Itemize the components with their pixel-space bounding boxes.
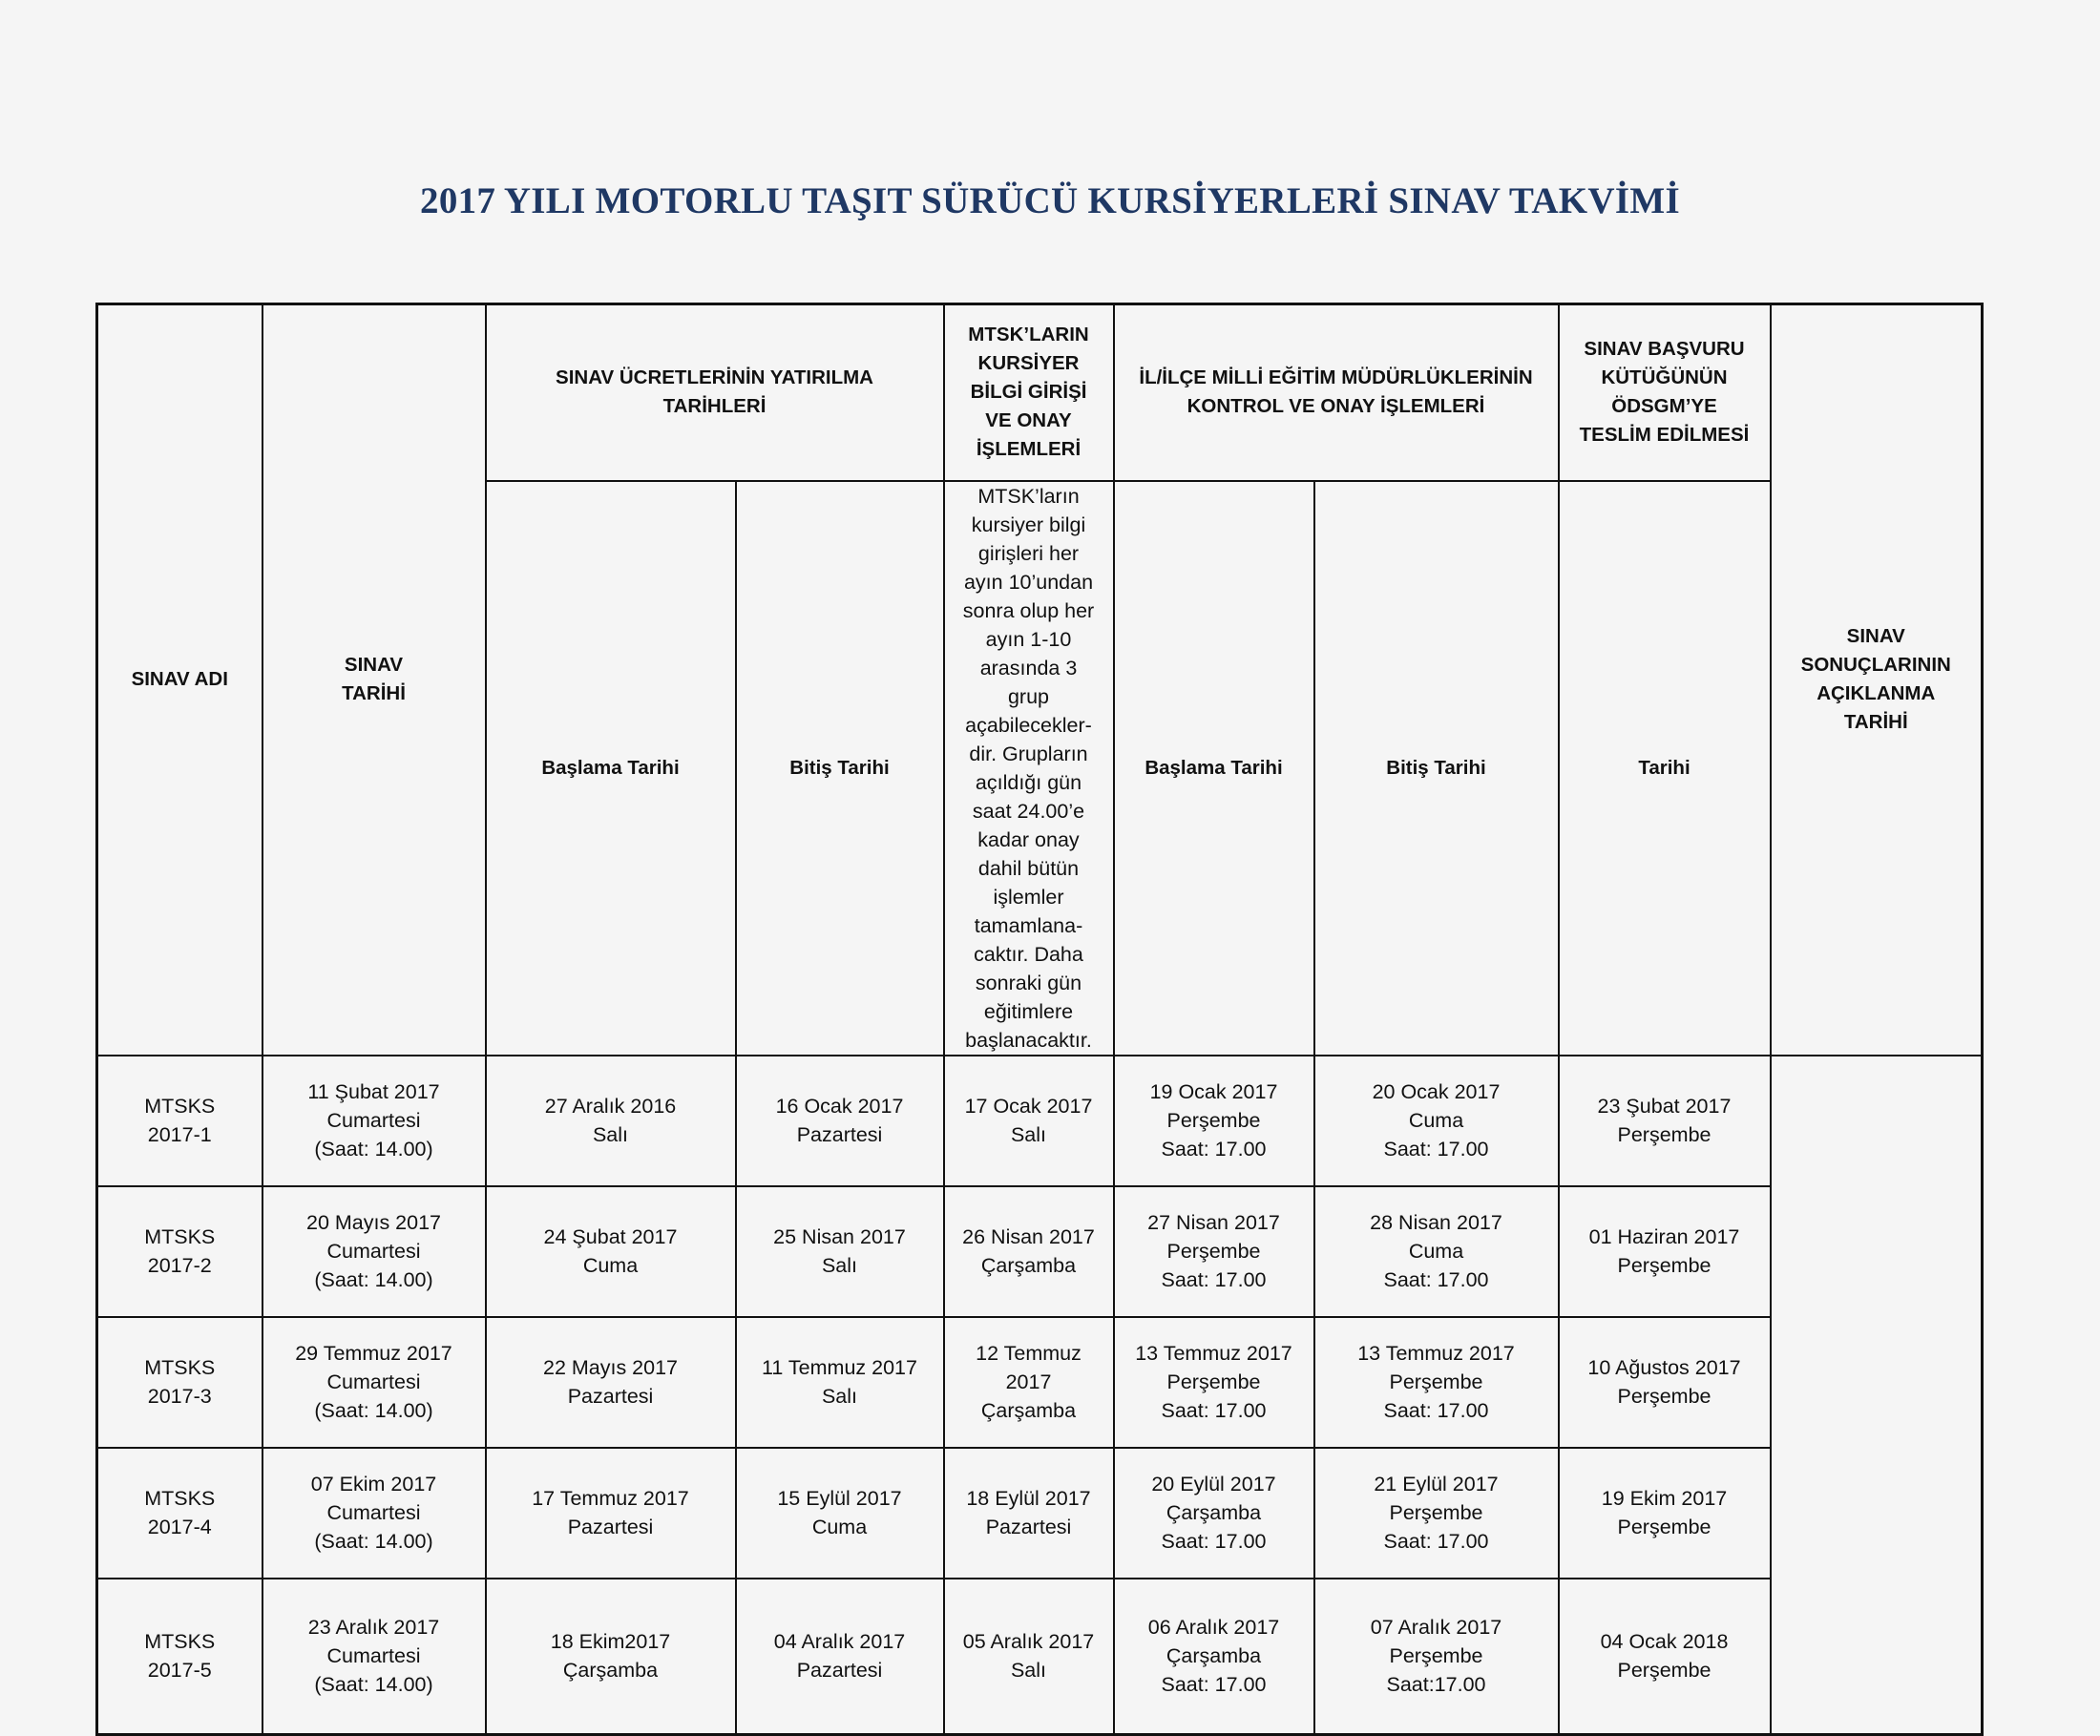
- cell-line: Perşembe: [1166, 1370, 1261, 1393]
- header-text-line: KÜTÜĞÜNÜN: [1601, 366, 1728, 389]
- note-line: dir. Grupların: [969, 742, 1088, 765]
- header-text-line: TARİHLERİ: [662, 395, 766, 418]
- note-line: saat 24.00’e: [972, 799, 1085, 823]
- fee-end-cell: [736, 1056, 944, 1186]
- cell-line: 19 Ekim 2017: [1601, 1487, 1728, 1510]
- cell-line: 22 Mayıs 2017: [542, 1356, 679, 1379]
- exam-name-cell: [97, 1317, 262, 1448]
- cell-line: 11 Şubat 2017: [307, 1080, 440, 1103]
- il-end-cell: [1114, 1186, 1314, 1317]
- cell-line: 01 Haziran 2017: [1588, 1225, 1740, 1248]
- cell-line: Saat: 17.00: [1161, 1268, 1267, 1291]
- cell-line: 2017-1: [147, 1123, 212, 1146]
- deliver-date-cell: [1314, 1579, 1559, 1735]
- cell-line: 2017-5: [147, 1659, 212, 1683]
- cell-line: 20 Eylül 2017: [1151, 1473, 1276, 1495]
- header-text-line: İL/İLÇE MİLLİ EĞİTİM MÜDÜRLÜKLERİNİN: [1139, 366, 1533, 389]
- il-start-cell: [944, 1056, 1114, 1186]
- header-il-ilce: [1114, 304, 1559, 481]
- header-text-line: TARİHİ: [1843, 711, 1908, 734]
- cell-line: Çarşamba: [1166, 1501, 1262, 1524]
- note-line: kadar onay: [977, 827, 1080, 851]
- il-end-cell: [1114, 1448, 1314, 1579]
- cell-line: Cumartesi: [326, 1240, 421, 1263]
- cell-line: MTSKS: [144, 1487, 216, 1510]
- note-line: sonraki gün: [975, 971, 1082, 994]
- cell-line: 17 Ocak 2017: [964, 1095, 1093, 1118]
- table-row: [97, 1448, 1983, 1579]
- cell-line: Cumartesi: [326, 1644, 421, 1668]
- cell-line: 07 Aralık 2017: [1370, 1616, 1502, 1640]
- cell-line: 21 Eylül 2017: [1374, 1473, 1499, 1495]
- note-line: girişleri her: [977, 541, 1080, 565]
- cell-line: 23 Aralık 2017: [307, 1616, 440, 1640]
- note-line: eğitimlere: [983, 999, 1074, 1023]
- cell-line: Perşembe: [1617, 1659, 1712, 1683]
- header-text-line: SINAV: [1846, 625, 1905, 648]
- table-row: [97, 1579, 1983, 1735]
- cell-line: Çarşamba: [1166, 1644, 1262, 1668]
- cell-line: Cumartesi: [326, 1109, 421, 1132]
- cell-line: (Saat: 14.00): [314, 1268, 433, 1291]
- cell-line: Cuma: [1408, 1240, 1464, 1263]
- result-date-cell: [1559, 1056, 1771, 1186]
- deliver-date-cell: [1314, 1186, 1559, 1317]
- cell-line: MTSKS: [144, 1225, 216, 1248]
- note-line: açabilecekler-: [965, 713, 1092, 737]
- cell-line: 06 Aralık 2017: [1147, 1616, 1280, 1640]
- cell-line: 18 Eylül 2017: [966, 1487, 1091, 1510]
- cell-line: Pazartesi: [985, 1516, 1072, 1538]
- cell-line: Perşembe: [1617, 1385, 1712, 1408]
- header-sinav-adi-text: SINAV ADI: [131, 668, 228, 691]
- note-line: açıldığı gün: [975, 770, 1082, 794]
- cell-line: Saat: 17.00: [1383, 1138, 1489, 1161]
- fee-start-cell: [486, 1186, 736, 1317]
- cell-line: 18 Ekim2017: [550, 1630, 671, 1654]
- fee-end-cell: [736, 1317, 944, 1448]
- header-text-line: MTSK’LARIN: [968, 324, 1089, 346]
- header-text-line: SINAV BAŞVURU: [1584, 338, 1745, 361]
- mtsk-note-cell: [944, 481, 1114, 1056]
- cell-line: 17 Temmuz 2017: [532, 1487, 689, 1510]
- cell-line: 25 Nisan 2017: [773, 1225, 906, 1248]
- header-text-line: KURSİYER: [977, 352, 1080, 375]
- deliver-date-cell: [1314, 1317, 1559, 1448]
- header-text-line: BİLGİ GİRİŞİ: [970, 381, 1087, 404]
- cell-line: 05 Aralık 2017: [962, 1630, 1095, 1654]
- result-date-cell: [1559, 1317, 1771, 1448]
- cell-line: Cuma: [582, 1254, 639, 1277]
- subheader-il-end: Bitiş Tarihi: [1314, 481, 1559, 1056]
- cell-line: Cumartesi: [326, 1370, 421, 1393]
- cell-line: Cuma: [1408, 1109, 1464, 1132]
- cell-line: MTSKS: [144, 1630, 216, 1654]
- cell-line: Cumartesi: [326, 1501, 421, 1524]
- cell-line: MTSKS: [144, 1356, 216, 1379]
- exam-name-cell: [97, 1186, 262, 1317]
- header-text-line: KONTROL VE ONAY İŞLEMLERİ: [1186, 395, 1485, 418]
- result-date-cell: [1559, 1186, 1771, 1317]
- cell-line: Salı: [1010, 1659, 1047, 1683]
- cell-line: Perşembe: [1166, 1240, 1261, 1263]
- subheader-il-start: Başlama Tarihi: [1114, 481, 1314, 1056]
- il-start-cell: [944, 1317, 1114, 1448]
- cell-line: Salı: [821, 1254, 858, 1277]
- subheader-deliver-date: Tarihi: [1559, 481, 1771, 1056]
- exam-date-cell: [262, 1579, 486, 1735]
- cell-line: MTSKS: [144, 1095, 216, 1118]
- cell-line: 2017-3: [147, 1385, 212, 1408]
- cell-line: 29 Temmuz 2017: [295, 1342, 452, 1365]
- note-line: tamamlana-: [974, 913, 1083, 937]
- cell-line: Cuma: [811, 1516, 868, 1538]
- cell-line: 04 Ocak 2018: [1600, 1630, 1729, 1654]
- cell-line: 13 Temmuz 2017: [1357, 1342, 1515, 1365]
- table-row: [97, 1317, 1983, 1448]
- header-ucret: [486, 304, 944, 481]
- cell-line: 24 Şubat 2017: [543, 1225, 678, 1248]
- note-line: grup: [1007, 684, 1050, 708]
- cell-line: Çarşamba: [980, 1254, 1077, 1277]
- cell-line: 15 Eylül 2017: [777, 1487, 902, 1510]
- cell-line: 27 Aralık 2016: [544, 1095, 677, 1118]
- il-start-cell: [944, 1186, 1114, 1317]
- note-line: MTSK’ların: [977, 484, 1080, 508]
- header-text-line: TESLİM EDİLMESİ: [1579, 424, 1750, 447]
- cell-line: Saat: 17.00: [1161, 1530, 1267, 1553]
- header-sinav-adi: [97, 304, 262, 1056]
- header-text-line: SINAV: [344, 654, 404, 677]
- il-start-cell: [944, 1448, 1114, 1579]
- result-date-cell: [1559, 1579, 1771, 1735]
- table-row: [97, 1186, 1983, 1317]
- cell-line: 23 Şubat 2017: [1597, 1095, 1732, 1118]
- cell-line: Çarşamba: [562, 1659, 659, 1683]
- result-date-cell: [1559, 1448, 1771, 1579]
- cell-line: 04 Aralık 2017: [773, 1630, 906, 1654]
- fee-end-cell: [736, 1186, 944, 1317]
- header-text-line: VE ONAY: [985, 409, 1072, 432]
- exam-date-cell: [262, 1448, 486, 1579]
- header-text-line: SINAV ÜCRETLERİNİN YATIRILMA: [556, 366, 873, 389]
- cell-line: Perşembe: [1617, 1254, 1712, 1277]
- note-line: kursiyer bilgi: [971, 512, 1086, 536]
- deliver-date-cell: [1314, 1056, 1559, 1186]
- cell-line: Salı: [821, 1385, 858, 1408]
- note-line: caktır. Daha: [974, 942, 1083, 966]
- cell-line: Perşembe: [1389, 1644, 1483, 1668]
- cell-line: 10 Ağustos 2017: [1587, 1356, 1741, 1379]
- header-text-line: TARİHİ: [342, 682, 406, 705]
- table-row: [97, 1056, 1983, 1186]
- cell-line: 28 Nisan 2017: [1370, 1211, 1502, 1234]
- il-end-cell: [1114, 1056, 1314, 1186]
- cell-line: Saat: 17.00: [1161, 1673, 1267, 1697]
- exam-name-cell: [97, 1448, 262, 1579]
- subheader-fee-start: Başlama Tarihi: [486, 481, 736, 1056]
- cell-line: Saat: 17.00: [1383, 1530, 1489, 1553]
- cell-line: Saat: 17.00: [1383, 1268, 1489, 1291]
- cell-line: 12 Temmuz 2017: [976, 1342, 1082, 1393]
- header-text-line: SONUÇLARININ: [1800, 654, 1951, 677]
- cell-line: 20 Mayıs 2017: [305, 1211, 442, 1234]
- cell-line: Pazartesi: [796, 1123, 883, 1146]
- cell-line: Perşembe: [1617, 1516, 1712, 1538]
- cell-line: Saat: 17.00: [1161, 1399, 1267, 1422]
- fee-end-cell: [736, 1448, 944, 1579]
- note-line: ayın 1-10: [985, 627, 1072, 651]
- cell-line: 26 Nisan 2017: [962, 1225, 1095, 1248]
- exam-name-cell: [97, 1056, 262, 1186]
- header-sinav-tarihi: [262, 304, 486, 1056]
- cell-line: Perşembe: [1166, 1109, 1261, 1132]
- cell-line: Pazartesi: [567, 1385, 654, 1408]
- cell-line: Çarşamba: [980, 1399, 1077, 1422]
- header-text-line: ÖDSGM’YE: [1611, 395, 1717, 418]
- cell-line: Perşembe: [1617, 1123, 1712, 1146]
- fee-start-cell: [486, 1056, 736, 1186]
- header-text-line: AÇIKLANMA: [1816, 682, 1936, 705]
- exam-calendar-table: [95, 303, 1984, 1736]
- cell-line: Saat:17.00: [1386, 1673, 1486, 1697]
- subheader-fee-end: Bitiş Tarihi: [736, 481, 944, 1056]
- note-line: arasında 3: [979, 656, 1078, 680]
- fee-start-cell: [486, 1579, 736, 1735]
- cell-line: 2017-4: [147, 1516, 212, 1538]
- cell-line: 16 Ocak 2017: [775, 1095, 904, 1118]
- page-title: 2017 YILI MOTORLU TAŞIT SÜRÜCÜ KURSİYERLERİ SINAV TAKVİMİ: [420, 180, 1680, 221]
- cell-line: 13 Temmuz 2017: [1135, 1342, 1292, 1365]
- cell-line: Perşembe: [1389, 1370, 1483, 1393]
- header-row: [97, 304, 1983, 481]
- cell-line: Saat: 17.00: [1383, 1399, 1489, 1422]
- note-line: başlanacaktır.: [965, 1028, 1092, 1052]
- cell-line: (Saat: 14.00): [314, 1673, 433, 1697]
- fee-start-cell: [486, 1317, 736, 1448]
- cell-line: 07 Ekim 2017: [310, 1473, 437, 1495]
- header-basvuru: [1559, 304, 1771, 481]
- fee-start-cell: [486, 1448, 736, 1579]
- note-line: ayın 10’undan: [963, 570, 1094, 594]
- cell-line: 11 Temmuz 2017: [762, 1356, 917, 1379]
- cell-line: Pazartesi: [567, 1516, 654, 1538]
- exam-date-cell: [262, 1056, 486, 1186]
- cell-line: 27 Nisan 2017: [1147, 1211, 1280, 1234]
- exam-date-cell: [262, 1186, 486, 1317]
- cell-line: (Saat: 14.00): [314, 1138, 433, 1161]
- header-mtsk: [944, 304, 1114, 481]
- il-start-cell: [944, 1579, 1114, 1735]
- cell-line: Saat: 17.00: [1161, 1138, 1267, 1161]
- fee-end-cell: [736, 1579, 944, 1735]
- deliver-date-cell: [1314, 1448, 1559, 1579]
- exam-name-cell: [97, 1579, 262, 1735]
- cell-line: Perşembe: [1389, 1501, 1483, 1524]
- il-end-cell: [1114, 1579, 1314, 1735]
- cell-line: 20 Ocak 2017: [1372, 1080, 1501, 1103]
- cell-line: 19 Ocak 2017: [1149, 1080, 1278, 1103]
- cell-line: Salı: [1010, 1123, 1047, 1146]
- cell-line: Salı: [592, 1123, 629, 1146]
- header-text-line: İŞLEMLERİ: [976, 438, 1082, 461]
- exam-date-cell: [262, 1317, 486, 1448]
- cell-line: (Saat: 14.00): [314, 1530, 433, 1553]
- il-end-cell: [1114, 1317, 1314, 1448]
- note-line: işlemler: [993, 885, 1064, 909]
- cell-line: 2017-2: [147, 1254, 212, 1277]
- cell-line: Pazartesi: [796, 1659, 883, 1683]
- header-sonuc: [1771, 304, 1983, 1056]
- note-line: dahil bütün: [977, 856, 1080, 880]
- cell-line: (Saat: 14.00): [314, 1399, 433, 1422]
- note-line: sonra olup her: [962, 598, 1095, 622]
